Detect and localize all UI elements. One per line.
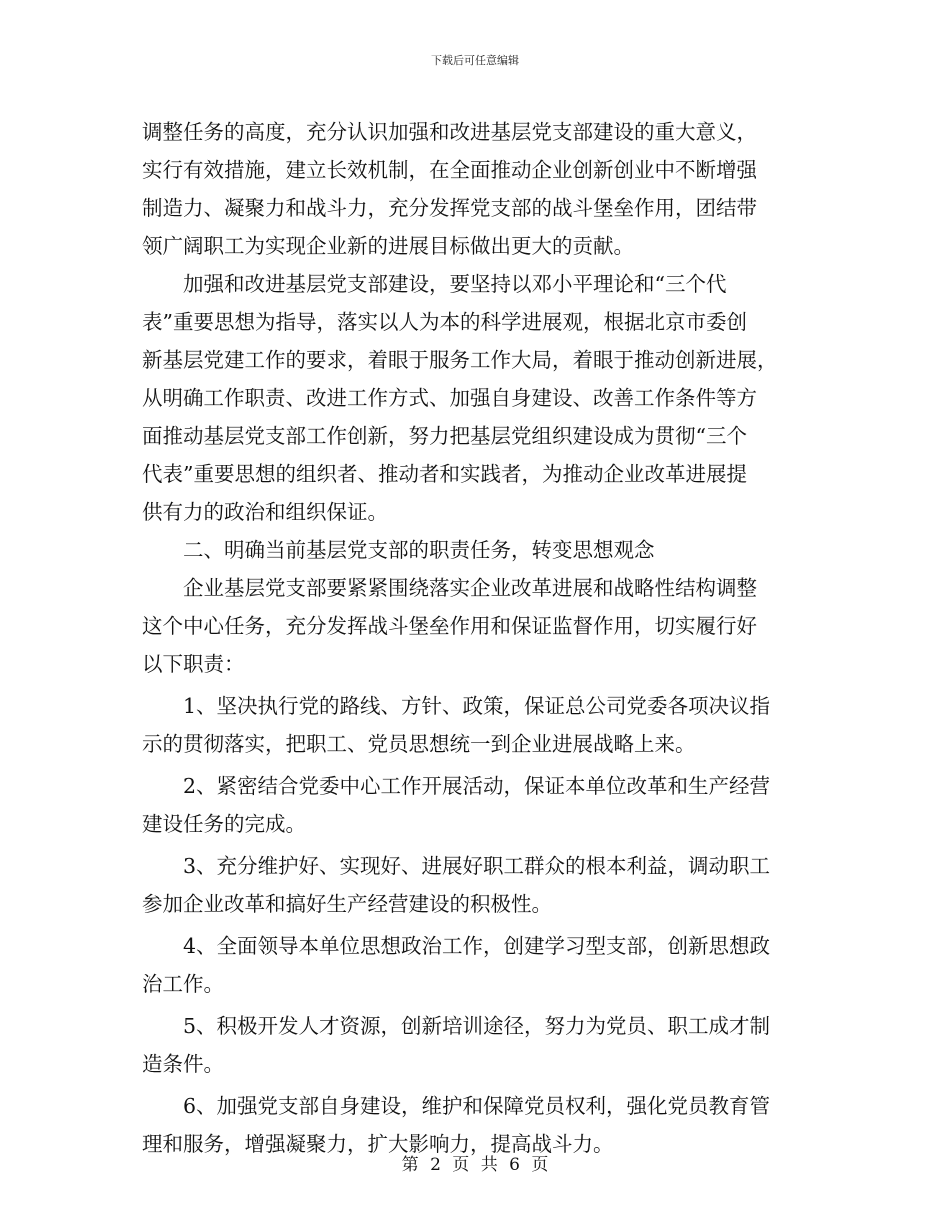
- document-body: [142, 113, 814, 1163]
- text-line: 企业基层党支部要紧紧围绕落实企业改革进展和战略性结构调整: [142, 576, 757, 600]
- text-line: 参加企业改革和搞好生产经营建设的积极性。: [142, 892, 552, 916]
- text-line: 表”重要思想为指导，落实以人为本的科学进展观，根据北京市委创: [142, 310, 747, 334]
- text-line: 建设任务的完成。: [142, 812, 306, 836]
- text-line: 实行有效措施，建立长效机制，在全面推动企业创新创业中不断增强: [142, 158, 757, 182]
- text-line: 领广阔职工为实现企业新的进展目标做出更大的贡献。: [142, 234, 634, 258]
- header-note: 下载后可任意编辑: [431, 54, 519, 67]
- text-line: 理和服务，增强凝聚力，扩大影响力，提高战斗力。: [142, 1132, 614, 1156]
- text-line: 治工作。: [142, 972, 224, 996]
- list-item-5: 5、积极开发人才资源，创新培训途径，努力为党员、职工成才制: [142, 1014, 771, 1038]
- text-line: 供有力的政治和组织保证。: [142, 500, 388, 524]
- text-line: 示的贯彻落实，把职工、党员思想统一到企业进展战略上来。: [142, 732, 696, 756]
- text-line: 加强和改进基层党支部建设，要坚持以邓小平理论和“三个代: [142, 272, 727, 296]
- text-line: 造条件。: [142, 1052, 224, 1076]
- list-item-1: 1、坚决执行党的路线、方针、政策，保证总公司党委各项决议指: [142, 694, 771, 718]
- text-line: 面推动基层党支部工作创新，努力把基层党组织建设成为贯彻“三个: [142, 424, 747, 448]
- text-line: 以下职责：: [142, 652, 245, 676]
- text-line: 从明确工作职责、改进工作方式、加强自身建设、改善工作条件等方: [142, 386, 757, 410]
- section-heading: 二、明确当前基层党支部的职责任务，转变思想观念: [142, 538, 655, 562]
- text-line: 调整任务的高度，充分认识加强和改进基层党支部建设的重大意义，: [142, 120, 757, 144]
- text-line: 新基层党建工作的要求，着眼于服务工作大局，着眼于推动创新进展，: [142, 348, 778, 372]
- list-item-4: 4、全面领导本单位思想政治工作，创建学习型支部，创新思想政: [142, 934, 771, 958]
- text-line: 制造力、凝聚力和战斗力，充分发挥党支部的战斗堡垒作用，团结带: [142, 196, 757, 220]
- text-line: 这个中心任务，充分发挥战斗堡垒作用和保证监督作用，切实履行好: [142, 614, 757, 638]
- list-item-3: 3、充分维护好、实现好、进展好职工群众的根本利益，调动职工: [142, 854, 771, 878]
- list-item-6: 6、加强党支部自身建设，维护和保障党员权利，强化党员教育管: [142, 1094, 771, 1118]
- text-line: 代表”重要思想的组织者、推动者和实践者，为推动企业改革进展提: [142, 462, 747, 486]
- list-item-2: 2、紧密结合党委中心工作开展活动，保证本单位改革和生产经营: [142, 774, 771, 798]
- page-number: 第 2 页 共 6 页: [401, 1155, 549, 1175]
